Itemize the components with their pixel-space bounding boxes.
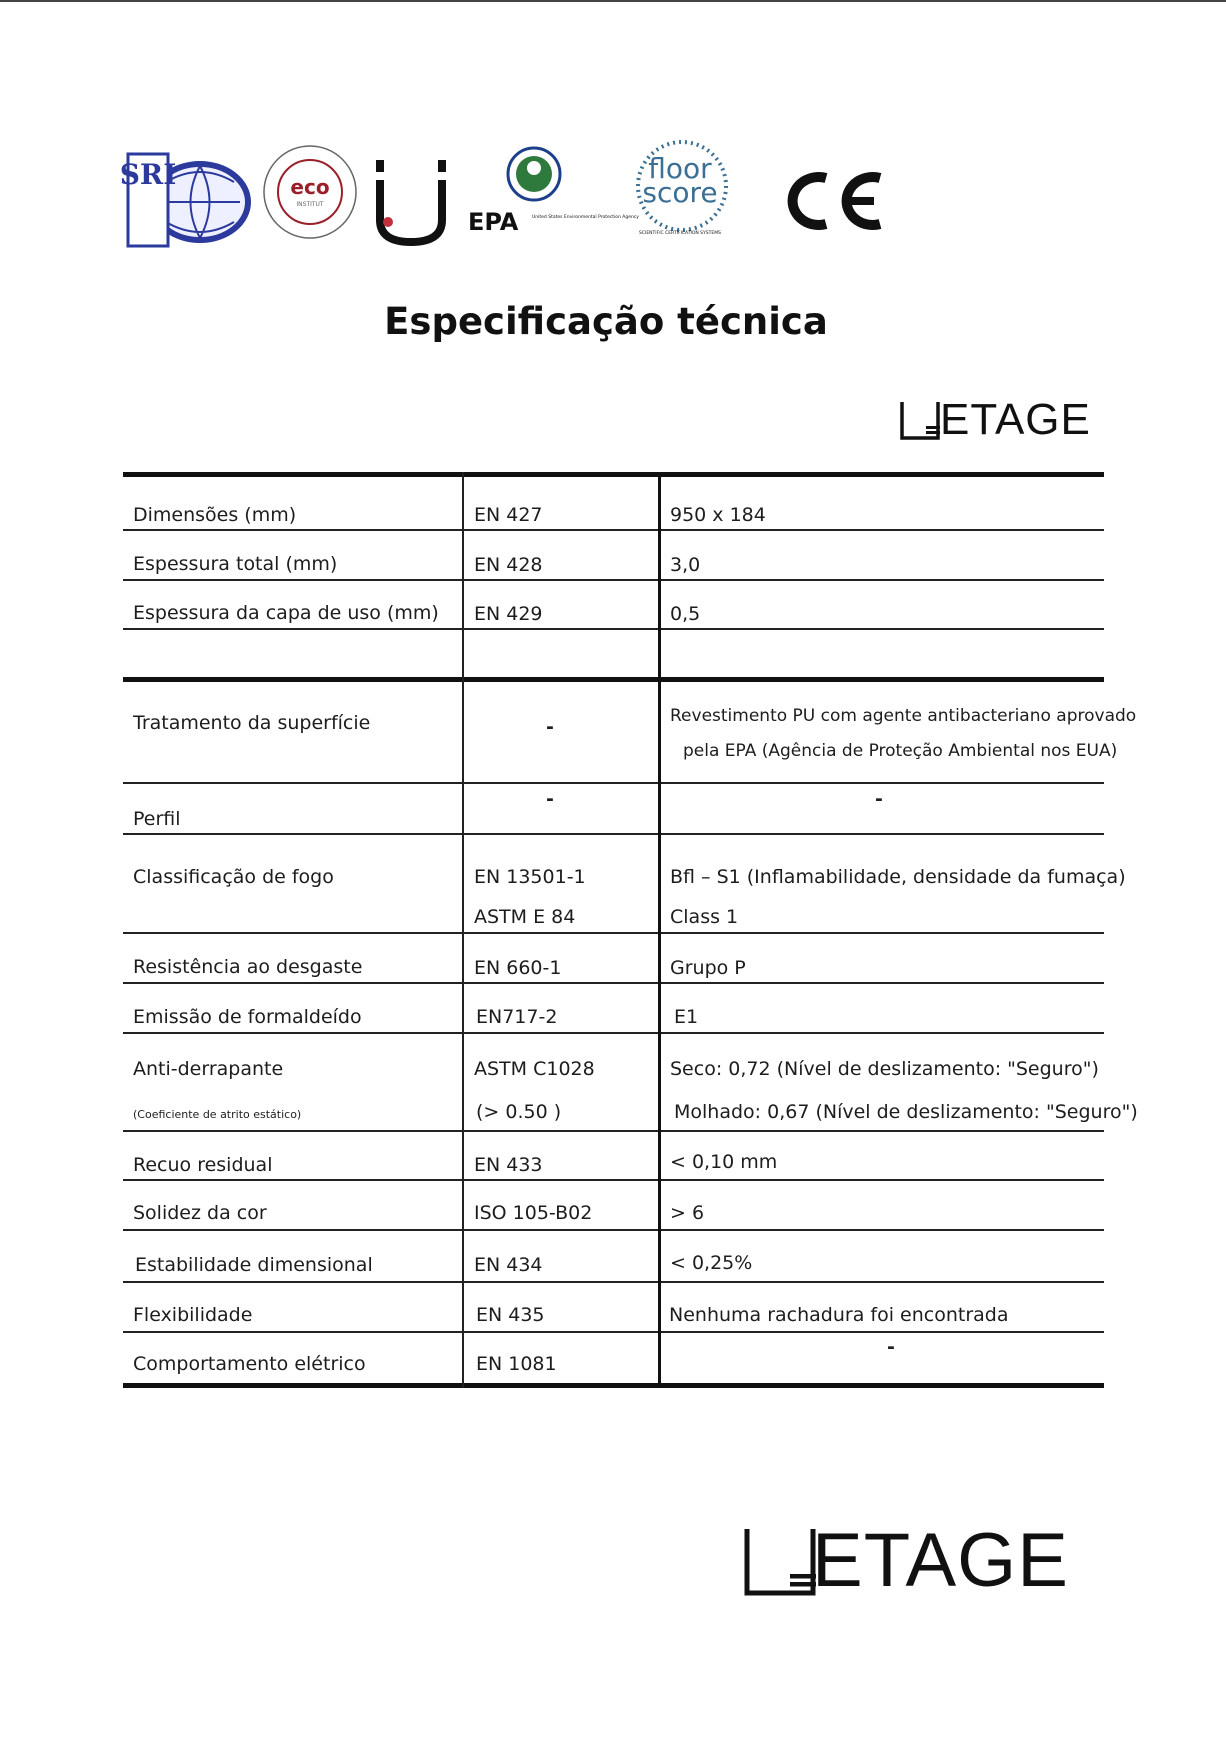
row-recuo-value: < 0,10 mm xyxy=(670,1151,778,1173)
row-anti-derrapante-label: Anti-derrapante xyxy=(133,1058,284,1080)
floorscore-logo xyxy=(620,140,746,240)
row-capa-de-uso-value: 0,5 xyxy=(670,603,701,625)
row-fogo-value: Bfl – S1 (Inflamabilidade, densidade da fumaça) xyxy=(670,866,1126,888)
column-rule xyxy=(462,472,464,1388)
row-anti-derrapante-standard-line2: (> 0.50 ) xyxy=(476,1101,562,1123)
row-eletrico-standard: EN 1081 xyxy=(476,1353,557,1375)
table-rule xyxy=(123,1179,1104,1181)
row-estabilidade-value: < 0,25% xyxy=(670,1252,753,1274)
epa-text: EPA xyxy=(468,208,519,236)
row-anti-derrapante-note: (Coeficiente de atrito estático) xyxy=(133,1108,302,1121)
row-perfil-label: Perfil xyxy=(133,808,181,830)
table-rule xyxy=(123,628,1104,630)
row-capa-de-uso-label: Espessura da capa de uso (mm) xyxy=(133,602,439,624)
row-flexibilidade-value: Nenhuma rachadura foi encontrada xyxy=(669,1304,1009,1326)
row-tratamento-value: Revestimento PU com agente antibacteriano aprovado xyxy=(670,706,1137,726)
table-rule xyxy=(123,1383,1104,1388)
table-rule xyxy=(123,1331,1104,1333)
table-rule xyxy=(123,782,1104,784)
row-tratamento-label: Tratamento da superfície xyxy=(133,712,371,734)
row-tratamento-standard: - xyxy=(546,716,554,738)
row-eletrico-value: - xyxy=(887,1336,895,1358)
row-capa-de-uso-standard: EN 429 xyxy=(474,603,543,625)
row-solidez-label: Solidez da cor xyxy=(133,1202,267,1224)
row-espessura-total-label: Espessura total (mm) xyxy=(133,553,338,575)
brand-name: ETAGE xyxy=(812,1518,1069,1603)
floorscore-text-score: score xyxy=(642,176,718,209)
eco-institut-logo xyxy=(260,140,360,246)
table-rule xyxy=(123,1130,1104,1132)
row-formaldeido-standard: EN717-2 xyxy=(476,1006,558,1028)
row-recuo-label: Recuo residual xyxy=(133,1154,273,1176)
row-recuo-standard: EN 433 xyxy=(474,1154,543,1176)
floorscore-text-floor: floor xyxy=(648,152,712,185)
row-dimensoes-standard: EN 427 xyxy=(474,504,543,526)
table-rule xyxy=(123,472,1104,477)
row-espessura-total-standard: EN 428 xyxy=(474,554,543,576)
table-rule xyxy=(123,1229,1104,1231)
row-fogo-standard: EN 13501-1 xyxy=(474,866,586,888)
ul-ecologo-logo xyxy=(372,160,454,246)
row-anti-derrapante-standard: ASTM C1028 xyxy=(474,1058,595,1080)
table-rule xyxy=(123,677,1104,682)
row-estabilidade-standard: EN 434 xyxy=(474,1254,543,1276)
brand-mark-icon xyxy=(742,1524,818,1598)
row-desgaste-value: Grupo P xyxy=(670,957,746,979)
row-solidez-standard: ISO 105-B02 xyxy=(474,1202,593,1224)
sri-logo xyxy=(119,152,252,248)
row-dimensoes-value: 950 x 184 xyxy=(670,504,766,526)
brand-logo-bottom xyxy=(742,1518,1102,1603)
row-desgaste-standard: EN 660-1 xyxy=(474,957,562,979)
spec-table xyxy=(123,472,1138,1390)
table-rule xyxy=(123,1032,1104,1034)
brand-logo-top xyxy=(898,395,1098,444)
epa-logo xyxy=(456,146,639,246)
ce-mark xyxy=(784,170,886,232)
row-fogo-label: Classificação de fogo xyxy=(133,866,334,888)
floorscore-sub: SCIENTIFIC CERTIFICATION SYSTEMS xyxy=(639,231,721,236)
certification-logos xyxy=(119,140,906,260)
row-solidez-value: > 6 xyxy=(670,1202,705,1224)
row-formaldeido-label: Emissão de formaldeído xyxy=(133,1006,362,1028)
row-tratamento-value-line2: pela EPA (Agência de Proteção Ambiental nos EUA) xyxy=(683,741,1118,761)
table-rule xyxy=(123,833,1104,835)
brand-mark-icon xyxy=(898,398,942,442)
eco-institut-text: eco xyxy=(290,175,330,199)
top-border xyxy=(0,0,1226,2)
row-espessura-total-value: 3,0 xyxy=(670,554,701,576)
table-rule xyxy=(123,579,1104,581)
row-fogo-standard-line2: ASTM E 84 xyxy=(474,906,576,928)
row-perfil-standard: - xyxy=(546,788,554,810)
table-rule xyxy=(123,932,1104,934)
eco-institut-sub: INSTITUT xyxy=(296,201,324,208)
row-dimensoes-label: Dimensões (mm) xyxy=(133,504,297,526)
sri-letter-s: SRI xyxy=(119,158,177,191)
row-formaldeido-value: E1 xyxy=(674,1006,699,1028)
row-fogo-value-line2: Class 1 xyxy=(670,906,739,928)
row-estabilidade-label: Estabilidade dimensional xyxy=(135,1254,373,1276)
row-anti-derrapante-value-line2: Molhado: 0,67 (Nível de deslizamento: "Seguro") xyxy=(674,1101,1138,1123)
row-flexibilidade-label: Flexibilidade xyxy=(133,1304,253,1326)
row-eletrico-label: Comportamento elétrico xyxy=(133,1353,366,1375)
column-rule xyxy=(658,472,661,1388)
row-anti-derrapante-value: Seco: 0,72 (Nível de deslizamento: "Seguro") xyxy=(670,1058,1099,1080)
row-flexibilidade-standard: EN 435 xyxy=(476,1304,545,1326)
brand-name: ETAGE xyxy=(940,395,1091,444)
epa-sub: United States Environmental Protection Agency xyxy=(532,215,639,220)
row-perfil-value: - xyxy=(875,788,883,810)
table-rule xyxy=(123,982,1104,984)
page-title: Especificação técnica xyxy=(384,300,828,343)
table-rule xyxy=(123,1281,1104,1283)
row-desgaste-label: Resistência ao desgaste xyxy=(133,956,363,978)
table-rule xyxy=(123,529,1104,531)
